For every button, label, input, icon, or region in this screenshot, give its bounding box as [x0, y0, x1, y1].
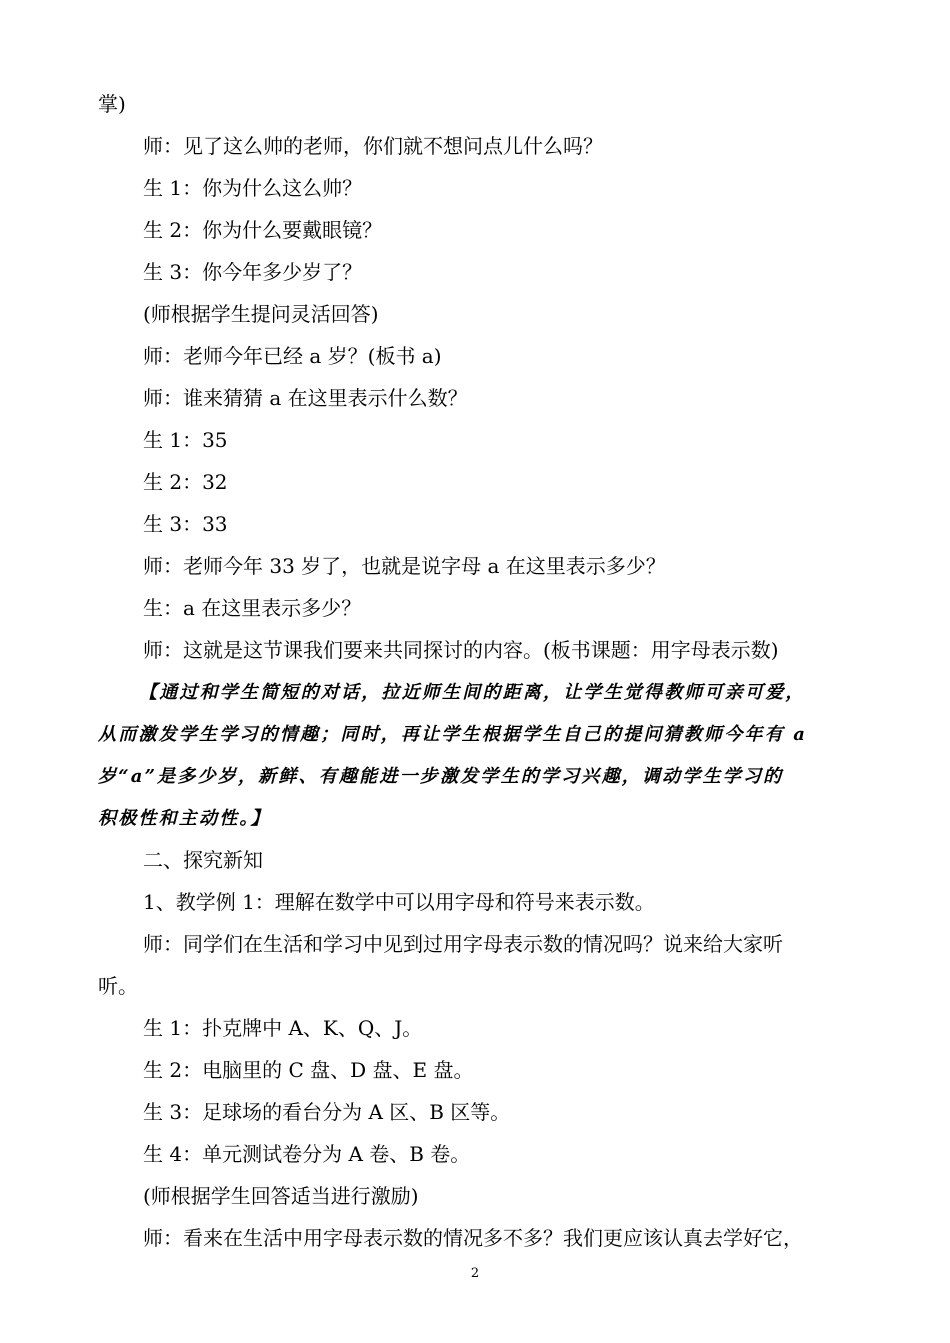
paragraph: 掌) [98, 92, 126, 116]
paragraph: 师：谁来猜猜 a 在这里表示什么数？ [143, 386, 468, 410]
note-line: 岁“a”是多少岁，新鲜、有趣能进一步激发学生的学习兴趣，调动学生学习的 [98, 766, 784, 787]
paragraph: 生 1：你为什么这么帅？ [143, 176, 363, 200]
paragraph: 生 1：35 [143, 428, 228, 452]
paragraph: 生 2：你为什么要戴眼镜？ [143, 218, 383, 242]
paragraph: 师：这就是这节课我们要来共同探讨的内容。(板书课题：用字母表示数) [143, 638, 779, 662]
paragraph: (师根据学生回答适当进行激励) [143, 1184, 419, 1208]
paragraph: 生 3：你今年多少岁了？ [143, 260, 363, 284]
paragraph: 生 1：扑克牌中 A、K、Q、J。 [143, 1016, 423, 1040]
note-line: 积极性和主动性。】 [98, 808, 271, 829]
paragraph: 生 4：单元测试卷分为 A 卷、B 卷。 [143, 1142, 471, 1166]
paragraph: 生 3：33 [143, 512, 228, 536]
paragraph: 师：老师今年已经 a 岁？(板书 a) [143, 344, 442, 368]
note-line: 【通过和学生简短的对话，拉近师生间的距离，让学生觉得教师可亲可爱， [139, 682, 806, 703]
note-line: 从而激发学生学习的情趣；同时，再让学生根据学生自己的提问猜教师今年有 a [98, 724, 808, 745]
section-heading: 二、探究新知 [143, 848, 263, 872]
paragraph: 1、教学例 1：理解在数学中可以用字母和符号来表示数。 [143, 890, 655, 914]
paragraph: 生：a 在这里表示多少？ [143, 596, 362, 620]
paragraph: 生 2：32 [143, 470, 228, 494]
paragraph: 听。 [98, 974, 138, 998]
paragraph: 师：老师今年 33 岁了，也就是说字母 a 在这里表示多少？ [143, 554, 666, 578]
paragraph: (师根据学生提问灵活回答) [143, 302, 379, 326]
page-number: 2 [470, 1266, 480, 1281]
paragraph: 师：同学们在生活和学习中见到过用字母表示数的情况吗？说来给大家听 [143, 932, 783, 956]
paragraph: 师：见了这么帅的老师，你们就不想问点儿什么吗？ [143, 134, 603, 158]
paragraph: 生 3：足球场的看台分为 A 区、B 区等。 [143, 1100, 511, 1124]
paragraph: 生 2：电脑里的 C 盘、D 盘、E 盘。 [143, 1058, 474, 1082]
paragraph: 师：看来在生活中用字母表示数的情况多不多？我们更应该认真去学好它， [143, 1226, 803, 1250]
